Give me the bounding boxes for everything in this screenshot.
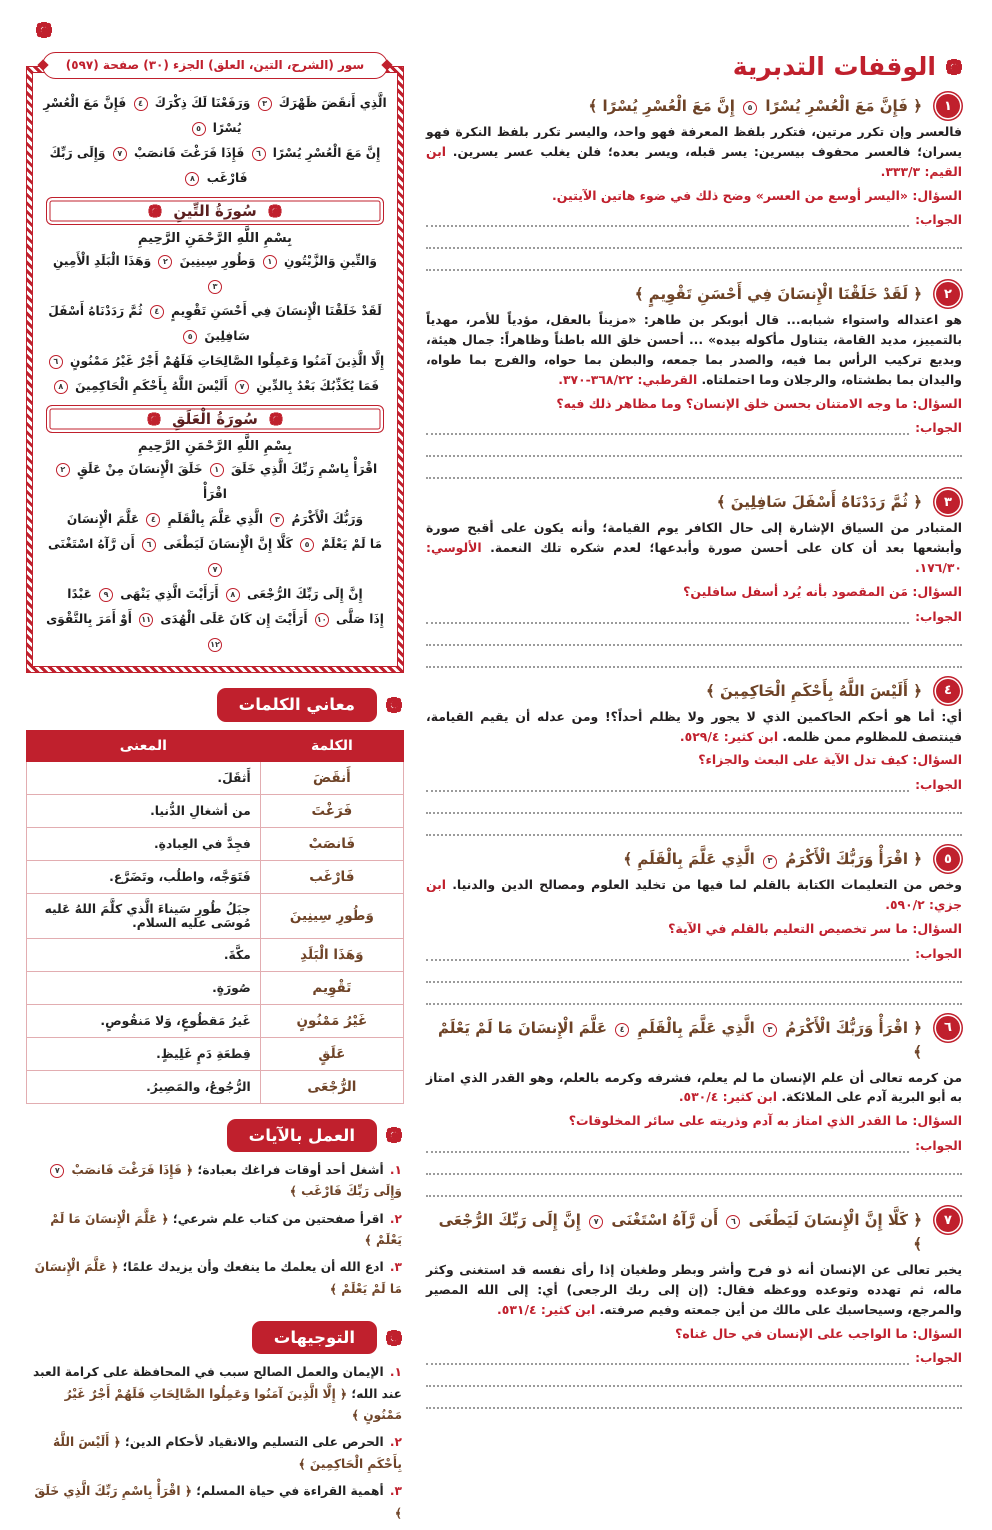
commentary-text: من كرمه تعالى أن علم الإنسان ما لم يعلم، فشرفه وكرمه بالعلم، وهو القدر الذي امتاز به أبو البرية آدم على الملائكة. [426,1069,962,1105]
ayah-number-marker: ٥ [300,538,314,552]
item-number-badge: ٦ [936,1016,960,1040]
question-text: السؤال: ما القدر الذي امتاز به آدم وذريته على سائر المخلوقات؟ [568,1113,962,1129]
verse-quote: ﴿ اقْرَأْ وَرَبُّكَ الْأَكْرَمُ ٣ الَّذِي عَلَّمَ بِالْقَلَمِ ٤ عَلَّمَ الْإِنسَانَ مَا لَمْ يَعْلَمْ ﴾ [437,1018,922,1061]
item-text: اقرأ صفحتين من كتاب علم شرعي؛ [172,1211,384,1226]
source-citation: ابن القيم: ٣٣٣/٣. [426,143,962,179]
word-cell: وَطُورِ سِينِينَ [260,893,403,938]
section-title-word-meanings: معاني الكلمات [217,688,377,721]
reflection-item [426,92,962,271]
item-number: ٢. [389,1435,402,1450]
meaning-cell: الرُّجُوعُ، والمَصِيرُ. [27,1070,261,1103]
list-item [28,1209,402,1252]
answer-extra-lines [426,239,962,271]
answer-block [426,213,962,271]
word-cell: الرُّجْعَى [260,1070,403,1103]
table-row [27,761,404,794]
answer-dotted-line[interactable] [426,425,909,435]
quran-frame-ornamental-border [26,66,404,673]
quran-text-line: لَقَدْ خَلَقْنَا الْإِنسَانَ فِي أَحْسَنِ تَقْوِيمٍ ٤ ثُمَّ رَدَدْنَاهُ أَسْفَلَ سَافِلِينَ ٥ [48,303,382,343]
verse-quote: ﴿ أَلَيْسَ اللَّهُ بِأَحْكَمِ الْحَاكِمِينَ ﴾ [706,681,922,700]
source-citation: الألوسي: ١٧٦/٣٠. [426,540,962,576]
ayah-number-marker: ١ [263,255,277,269]
table-row [27,1070,404,1103]
item-verse: ﴿ إِلَّا الَّذِينَ آمَنُوا وَعَمِلُوا الصَّالِحَاتِ فَلَهُمْ أَجْرٌ غَيْرُ مَمْنُونٍ ﴾ [64,1386,402,1423]
table-row [27,1004,404,1037]
basmala: بِسْمِ اللَّهِ الرَّحْمَنِ الرَّحِيمِ [138,438,292,454]
answer-label-row [426,213,962,227]
ayah-number-marker: ١٢ [208,638,222,652]
item-verse: ﴿ عَلَّمَ الْإِنسَانَ مَا لَمْ يَعْلَمْ ﴾ [34,1260,402,1296]
meaning-cell: من أشغالِ الدُّنيا. [27,794,261,827]
verse-quote: ﴿ اقْرَأْ وَرَبُّكَ الْأَكْرَمُ ٣ الَّذِي عَلَّمَ بِالْقَلَمِ ﴾ [623,850,922,869]
ayah-number-marker: ٥ [183,330,197,344]
table-row [27,860,404,893]
answer-block [426,1351,962,1409]
reflection-verse-row [426,677,962,703]
word-cell: وَهَذَا الْبَلَدِ [260,938,403,971]
answer-extra-lines [426,804,962,836]
answer-dotted-line[interactable] [426,636,962,646]
commentary-text: المتبادر من السياق الإشارة إلى حال الكافر يوم القيامة؛ وأنه يكون على أقبح صورة وأبشعها بعد أن كان على أحسن صورة وأبدعها؛ لعدم شكره تلك النعمة. [426,520,962,556]
ayah-number-marker: ٧ [50,1164,64,1178]
acting-header [28,1119,402,1152]
commentary-text: وخص من التعليمات الكتابة بالقلم لما فيها من تخليد العلوم ومصالح الدين والدنيا. [452,877,962,893]
table-row [27,794,404,827]
side-column [26,52,404,1520]
section-title-acting: العمل بالآيات [227,1119,377,1152]
reflection-verse-row [426,280,962,306]
commentary-text: فالعسر وإن تكرر مرتين، فتكرر بلفظ المعرفة فهو واحد، واليسر تكرر بلفظ النكرة فهو يسران؛ فالعسر محفوف بيسرين: يسر قبله، ويسر بعده؛ فلن يغلب عسر يسرين. [426,124,962,159]
item-verse: ﴿ أَلَيْسَ اللَّهُ بِأَحْكَمِ الْحَاكِمِينَ ﴾ [53,1435,402,1471]
reflection-verse-row [426,1014,962,1064]
verse-quote: ﴿ كَلَّا إِنَّ الْإِنسَانَ لَيَطْغَى ٦ أَن رَّآهُ اسْتَغْنَى ٧ إِنَّ إِلَى رَبِّكَ الرُّجْعَى ﴾ [438,1211,922,1253]
ayah-number-marker: ٣ [763,855,777,869]
item-number: ٣. [389,1484,402,1499]
quran-text-line: فَمَا يُكَذِّبُكَ بَعْدُ بِالدِّينِ ٧ أَلَيْسَ اللَّهُ بِأَحْكَمِ الْحَاكِمِينَ ٨ [42,374,388,399]
answer-dotted-line[interactable] [426,614,909,624]
item-text: الإيمان والعمل الصالح سبب في المحافظة على كرامة العبد عند الله؛ [33,1365,402,1401]
item-number-badge: ٤ [936,679,960,703]
answer-block [426,421,962,479]
ayah-number-marker: ٧ [589,1215,603,1229]
item-number: ٣. [389,1260,402,1275]
reflection-item [426,488,962,667]
quran-text-line: مَا لَمْ يَعْلَمْ ٥ كَلَّا إِنَّ الْإِنسَانَ لَيَطْغَى ٦ أَن رَّآهُ اسْتَغْنَى ٧ [42,532,388,582]
ayah-number-marker: ٤ [150,305,164,319]
verse-quote: ﴿ ثُمَّ رَدَدْنَاهُ أَسْفَلَ سَافِلِينَ ﴾ [716,493,922,512]
quran-lines-alaq [42,457,388,657]
commentary [426,1260,962,1320]
ayah-number-marker: ٦ [142,538,156,552]
answer-dotted-line[interactable] [426,1377,962,1387]
list-item [28,1160,402,1203]
verse-quote: ﴿ لَقَدْ خَلَقْنَا الْإِنسَانَ فِي أَحْسَنِ تَقْوِيمٍ ﴾ [634,285,922,304]
commentary [426,122,962,182]
ayah-number-marker: ٢ [158,255,172,269]
ayah-number-marker: ٣ [763,1023,777,1037]
word-meanings-header [28,688,402,721]
answer-dotted-line[interactable] [426,782,909,792]
reflection-verse-row [426,92,962,118]
source-citation: القرطبي: ٣٦٨/٢٢-٣٧٠. [558,371,698,387]
surah-tin-banner [46,197,384,225]
guidance-list [28,1362,402,1529]
answer-label: الجواب: [915,609,962,624]
commentary [426,1068,962,1108]
table-header-row [27,730,404,761]
meaning-cell: فَتَوَجَّه، واطلُب، وتَضَرَّع. [27,860,261,893]
flower-icon [946,59,962,75]
source-citation: ابن كثير: ٥٣١/٤. [497,1301,596,1317]
column-header-word: الكلمة [260,730,403,761]
answer-label: الجواب: [915,778,962,793]
ayah-number-marker: ٩ [99,588,113,602]
source-citation: ابن كثير: ٥٣٠/٤. [678,1089,777,1105]
item-number-badge: ٥ [936,847,960,871]
answer-extra-lines [426,636,962,668]
answer-dotted-line[interactable] [426,1165,962,1175]
banner-ornament-icon [269,412,282,425]
quran-text-line: إِذَا صَلَّى ١٠ أَرَأَيْتَ إِن كَانَ عَلَى الْهُدَى ١١ أَوْ أَمَرَ بِالتَّقْوَى ١٢ [42,607,388,657]
table-row [27,827,404,860]
list-item [28,1432,402,1475]
ayah-number-marker: ٤ [146,513,160,527]
ayah-number-marker: ٧ [113,147,127,161]
item-number-badge: ٧ [936,1208,960,1232]
item-number: ١. [389,1162,402,1177]
answer-label: الجواب: [915,1351,962,1366]
quran-text-line: إِنَّ إِلَى رَبِّكَ الرُّجْعَى ٨ أَرَأَيْتَ الَّذِي يَنْهَى ٩ عَبْدًا [67,587,363,602]
word-cell: عَلَقٍ [260,1037,403,1070]
surah-alaq-banner [46,405,384,433]
answer-dotted-line[interactable] [426,951,909,961]
reflection-item [426,677,962,836]
quran-lines-sharh [42,91,388,191]
ayah-number-marker: ١ [210,463,224,477]
meaning-cell: غَيرُ مَقطُوعٍ، وَلا مَنقُوصٍ. [27,1004,261,1037]
meaning-cell: جبَلُ طُورِ سَيناءَ الَّذي كلَّمَ اللهُ عَليه مُوسَى عليه السلام. [27,893,261,938]
quran-text-line: إِلَّا الَّذِينَ آمَنُوا وَعَمِلُوا الصَّالِحَاتِ فَلَهُمْ أَجْرٌ غَيْرُ مَمْنُونٍ ٦ [42,349,388,374]
ayah-number-marker: ٣ [270,513,284,527]
ayah-number-marker: ١١ [139,613,153,627]
table-row [27,938,404,971]
word-cell: أَنقَضَ [260,761,403,794]
answer-label-row [426,1139,962,1153]
table-row [27,893,404,938]
item-number-badge: ٣ [936,490,960,514]
word-cell: فَارْغَب [260,860,403,893]
commentary [426,310,962,389]
flower-icon [386,1127,402,1143]
meaning-cell: صُورَةٍ. [27,971,261,1004]
section-title-guidance: التوجيهات [252,1321,377,1354]
question-text: السؤال: ما سر تخصيص التعليم بالقلم في الآية؟ [668,920,962,936]
answer-label: الجواب: [915,946,962,961]
quran-text-line: اقْرَأْ بِاسْمِ رَبِّكَ الَّذِي خَلَقَ ١ خَلَقَ الْإِنسَانَ مِنْ عَلَقٍ ٢ اقْرَأْ [42,457,388,507]
reflection-verse-row [426,1206,962,1256]
ayah-number-marker: ٦ [726,1215,740,1229]
answer-extra-lines [426,1165,962,1197]
item-text: الحرص على التسليم والانقياد لأحكام الدين؛ [125,1435,384,1450]
answer-block [426,610,962,668]
word-cell: فَرَغْتَ [260,794,403,827]
answer-label: الجواب: [915,213,962,228]
banner-ornament-icon [268,204,281,217]
answer-extra-lines [426,447,962,479]
word-cell: تَقْوِيم [260,971,403,1004]
list-item [28,1257,402,1300]
reflections-list [426,92,962,1409]
answer-label: الجواب: [915,421,962,436]
answer-dotted-line[interactable] [426,447,962,457]
answer-dotted-line[interactable] [426,1187,962,1197]
item-number: ١. [389,1365,402,1380]
answer-label-row [426,947,962,961]
answer-dotted-line[interactable] [426,995,962,1005]
commentary-text: أي: أما هو أحكم الحاكمين الذي لا يجور ولا يظلم أحداً؟! ومن عدله أن يقيم القيامة، فينتصف للمظلوم ممن ظلمه. [426,708,962,744]
table-row [27,971,404,1004]
word-meanings-table-head [27,730,404,761]
meaning-cell: فجِدَّ في العِبادةِ. [27,827,261,860]
answer-extra-lines [426,1377,962,1409]
answer-dotted-line[interactable] [426,826,962,836]
section-title-reflections: الوقفات التدبرية [732,52,936,81]
ayah-number-marker: ٦ [252,147,266,161]
ayah-number-marker: ٤ [615,1023,629,1037]
item-text: أهمية القراءة في حياة المسلم؛ [196,1484,384,1499]
ayah-number-marker: ٤ [134,97,148,111]
source-citation: ابن جزي: ٥٩٠/٢. [426,877,962,912]
answer-dotted-line[interactable] [426,217,909,227]
commentary [426,875,962,915]
question-text: السؤال: ما الواجب على الإنسان في حال غناه؟ [675,1325,962,1341]
banner-ornament-icon [149,204,162,217]
commentary-text: هو اعتداله واستواء شبابه... قال أبوبكر بن طاهر: «مزيناً بالعقل، مؤدياً للأمر، مهدياً بالتمييز، مديد القامة، يتناول مأكوله بيده» ... أحسن خلق الله باطناً وظاهراً: جمال هيئة، وبديع تركيب الرأس بما فيه، والصدر بما جمعه، والبطن بما حواه، والفرج بما طواه، واليدان بما بطشتاه، والرجلان وما احتملتاه. [426,312,962,387]
quran-page-header: سور (الشرح، التين، العلق) الجزء (٣٠) صفحة (٥٩٧) [42,52,388,79]
answer-label-row [426,1351,962,1365]
surah-alaq-title: سُورَةُ الْعَلَقِ [172,409,258,428]
source-citation: ابن كثير: ٥٢٩/٤. [679,728,779,744]
meaning-cell: قِطعَةِ دَمٍ غَلِيظٍ. [27,1037,261,1070]
commentary-text: يخبر تعالى عن الإنسان أنه ذو فرح وأشر وبطر وطغيان إذا رأى نفسه قد استغنى وكثر ماله، ثم تهدده وتوعده ووعظه فقال: (إن إلى ربك الرجعى) أي: إلى الله المصير والمرجع، وسيحاسبك على مالك من أين جمعته وفيم صرفته. [426,1262,962,1317]
reflections-header [426,52,962,82]
ayah-number-marker: ٦ [49,355,63,369]
word-cell: فَانصَبْ [260,827,403,860]
answer-dotted-line[interactable] [426,973,962,983]
answer-label-row [426,778,962,792]
column-header-meaning: المعنى [27,730,261,761]
quran-text-line: إِنَّ مَعَ الْعُسْرِ يُسْرًا ٦ فَإِذَا فَرَغْتَ فَانصَبْ ٧ وَإِلَى رَبِّكَ فَارْغَب ٨ [49,145,381,185]
ayah-number-marker: ٧ [235,380,249,394]
item-verse: ﴿ اقْرَأْ بِاسْمِ رَبِّكَ الَّذِي خَلَقَ ﴾ [34,1484,402,1520]
answer-label-row [426,610,962,624]
commentary [426,518,962,578]
word-meanings-table-body [27,761,404,1103]
surah-tin-title: سُورَةُ التِّينِ [173,201,257,220]
item-number-badge: ٢ [936,282,960,306]
ayah-number-marker: ٨ [54,380,68,394]
answer-block [426,778,962,836]
answer-extra-lines [426,973,962,1005]
commentary [426,707,962,747]
answer-block [426,1139,962,1197]
quran-frame-inner [32,72,398,667]
answer-label-row [426,421,962,435]
meaning-cell: مكَّةَ. [27,938,261,971]
quran-text-line: وَالتِّينِ وَالزَّيْتُونِ ١ وَطُورِ سِينِينَ ٢ وَهَذَا الْبَلَدِ الْأَمِينِ ٣ [42,249,388,299]
question-text: السؤال: ما وجه الامتنان بحسن خلق الإنسان؟ وما مظاهر ذلك فيه؟ [556,395,962,411]
ayah-number-marker: ٨ [185,172,199,186]
quran-text-line: الَّذِي أَنقَضَ ظَهْرَكَ ٣ وَرَفَعْنَا لَكَ ذِكْرَكَ ٤ فَإِنَّ مَعَ الْعُسْرِ يُسْرًا ٥ [43,95,387,135]
corner-ornament-icon [36,22,52,38]
list-item [28,1481,402,1524]
reflection-item [426,1014,962,1197]
acting-list [28,1160,402,1306]
item-text: ادع الله أن يعلمك ما ينفعك وأن يزيدك علمًا؛ [122,1260,384,1275]
quran-text-line: وَرَبُّكَ الْأَكْرَمُ ٣ الَّذِي عَلَّمَ بِالْقَلَمِ ٤ عَلَّمَ الْإِنسَانَ [66,511,364,526]
answer-dotted-line[interactable] [426,261,962,271]
ayah-number-marker: ٥ [192,122,206,136]
verse-quote: ﴿ فَإِنَّ مَعَ الْعُسْرِ يُسْرًا ٥ إِنَّ مَعَ الْعُسْرِ يُسْرًا ﴾ [588,97,922,115]
word-cell: غَيْرُ مَمْنُونٍ [260,1004,403,1037]
ayah-number-marker: ٥ [743,101,757,115]
ayah-number-marker: ٧ [208,563,222,577]
reflection-verse-row [426,488,962,514]
reflection-item [426,1206,962,1409]
ayah-number-marker: ٢ [56,463,70,477]
guidance-header [28,1321,402,1354]
reflection-item [426,280,962,479]
question-text: السؤال: «اليسر أوسع من العسر» وضح ذلك في ضوء هاتين الآيتين. [552,187,962,203]
flower-icon [386,697,402,713]
item-number-badge: ١ [936,94,960,118]
table-row [27,1037,404,1070]
ayah-number-marker: ١٠ [315,613,329,627]
quran-lines-tin [42,249,388,399]
answer-dotted-line[interactable] [426,804,962,814]
basmala: بِسْمِ اللَّهِ الرَّحْمَنِ الرَّحِيمِ [138,230,292,246]
word-meanings-table [26,730,404,1104]
flower-icon [386,1330,402,1346]
question-text: السؤال: مَن المقصود بأنه يُرد أسفل سافلين؟ [683,583,962,599]
answer-dotted-line[interactable] [426,1143,909,1153]
answer-dotted-line[interactable] [426,469,962,479]
meaning-cell: أَثقَلَ. [27,761,261,794]
reflections-column [422,52,962,1399]
answer-dotted-line[interactable] [426,239,962,249]
item-text: أشغل أحد أوقات فراغك بعبادة؛ [197,1162,384,1177]
item-number: ٢. [389,1211,402,1226]
banner-ornament-icon [148,412,161,425]
ayah-number-marker: ٣ [258,97,272,111]
ayah-number-marker: ٣ [208,280,222,294]
reflection-verse-row [426,845,962,871]
question-text: السؤال: كيف تدل الآية على البعث والجزاء؟ [698,752,962,768]
answer-dotted-line[interactable] [426,1399,962,1409]
item-verse: ﴿ فَإِذَا فَرَغْتَ فَانصَبْ ٧ وَإِلَى رَبِّكَ فَارْغَب ﴾ [47,1163,402,1198]
reflection-item [426,845,962,1004]
answer-dotted-line[interactable] [426,1355,909,1365]
quran-page [26,52,404,673]
answer-block [426,947,962,1005]
answer-dotted-line[interactable] [426,658,962,668]
ayah-number-marker: ٨ [226,588,240,602]
answer-label: الجواب: [915,1139,962,1153]
item-verse: ﴿ عَلَّمَ الْإِنسَانَ مَا لَمْ يَعْلَمْ ﴾ [50,1211,402,1247]
